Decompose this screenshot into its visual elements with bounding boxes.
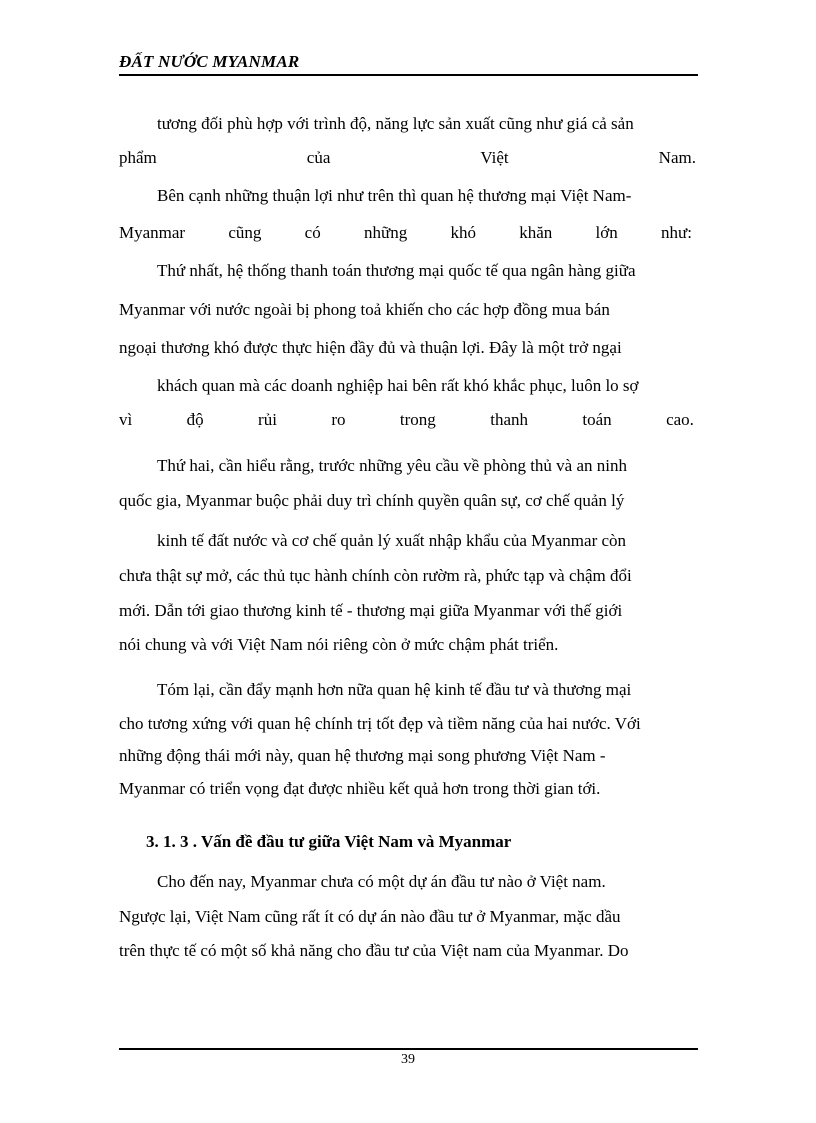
running-header-title: ĐẤT NƯỚC MYANMAR: [119, 52, 300, 71]
word: Myanmar: [119, 223, 186, 242]
word: như:: [661, 223, 692, 242]
text-line: Thứ hai, cần hiểu rằng, trước những yêu cầu về phòng thủ và an ninh: [157, 456, 627, 475]
word: khó: [450, 223, 476, 242]
text-line: nói chung và với Việt Nam nói riêng còn ở mức chậm phát triển.: [119, 635, 559, 654]
word: phẩm: [119, 148, 157, 167]
word: cao.: [666, 410, 694, 429]
text-line: Bên cạnh những thuận lợi như trên thì quan hệ thương mại Việt Nam-: [157, 186, 632, 205]
word: khăn: [519, 223, 553, 242]
text-line: Myanmar có triển vọng đạt được nhiều kết quả hơn trong thời gian tới.: [119, 779, 601, 798]
text-line: Thứ nhất, hệ thống thanh toán thương mại quốc tế qua ngân hàng giữa: [157, 261, 636, 280]
text-line: mới. Dẫn tới giao thương kinh tế - thương mại giữa Myanmar với thế giới: [119, 601, 623, 620]
word: những: [363, 223, 408, 242]
word: Việt: [480, 148, 509, 167]
word: rủi: [258, 410, 277, 429]
text-line-justified: [119, 410, 694, 430]
text-line: cho tương xứng với quan hệ chính trị tốt đẹp và tiềm năng của hai nước. Với: [119, 714, 641, 733]
text-line: Tóm lại, cần đẩy mạnh hơn nữa quan hệ kinh tế đầu tư và thương mại: [157, 680, 632, 699]
word: ro: [331, 410, 346, 429]
word: của: [306, 148, 331, 167]
text-line: chưa thật sự mở, các thủ tục hành chính còn rườm rà, phức tạp và chậm đổi: [119, 566, 632, 585]
footer-divider: [119, 1048, 698, 1050]
word: có: [304, 223, 321, 242]
text-line: ngoại thương khó được thực hiện đầy đủ và thuận lợi. Đây là một trở ngại: [119, 338, 622, 357]
text-line: Myanmar với nước ngoài bị phong toả khiến cho các hợp đồng mua bán: [119, 300, 610, 319]
word: lớn: [595, 223, 618, 242]
word: vì: [119, 410, 133, 429]
section-heading: 3. 1. 3 . Vấn đề đầu tư giữa Việt Nam và Myanmar: [146, 832, 512, 851]
text-line: khách quan mà các doanh nghiệp hai bên rất khó khắc phục, luôn lo sợ: [157, 376, 639, 395]
word: độ: [186, 410, 204, 429]
text-line: tương đối phù hợp với trình độ, năng lực sản xuất cũng như giá cả sản: [157, 114, 634, 133]
page-number: 39: [401, 1052, 415, 1067]
word: toán: [582, 410, 612, 429]
text-line: những động thái mới này, quan hệ thương mại song phương Việt Nam -: [119, 746, 606, 765]
text-line-justified: [119, 148, 696, 168]
word: thanh: [490, 410, 528, 429]
text-line: Ngược lại, Việt Nam cũng rất ít có dự án nào đầu tư ở Myanmar, mặc dầu: [119, 907, 621, 926]
text-line: quốc gia, Myanmar buộc phải duy trì chính quyền quân sự, cơ chế quản lý: [119, 491, 625, 510]
text-line: trên thực tế có một số khả năng cho đầu tư của Việt nam của Myanmar. Do: [119, 941, 629, 960]
header-divider: [119, 74, 698, 76]
word: trong: [399, 410, 436, 429]
text-line-justified: [119, 223, 692, 243]
word: cũng: [228, 223, 262, 242]
text-line: Cho đến nay, Myanmar chưa có một dự án đầu tư nào ở Việt nam.: [157, 872, 606, 891]
text-line: kinh tế đất nước và cơ chế quản lý xuất nhập khẩu của Myanmar còn: [157, 531, 627, 550]
word: Nam.: [658, 148, 696, 167]
